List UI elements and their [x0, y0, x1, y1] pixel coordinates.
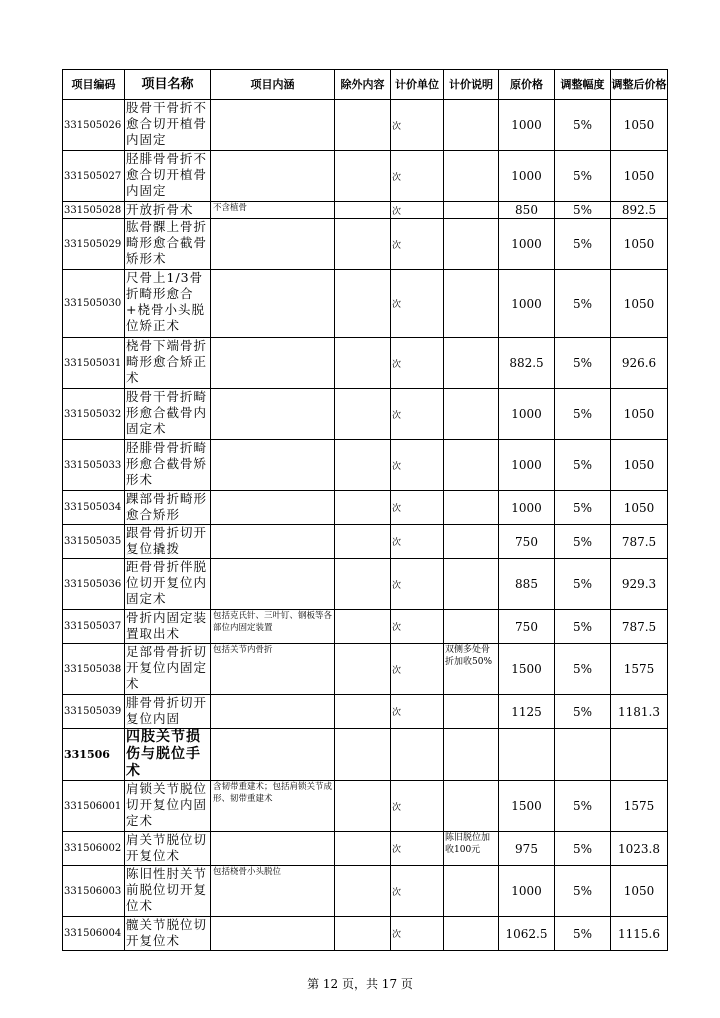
cell-new-price: 1050 [611, 270, 668, 338]
cell-name: 开放折骨术 [125, 202, 211, 219]
table-row [63, 525, 668, 559]
cell-orig-price: 1000 [499, 866, 555, 917]
cell-name: 肩关节脱位切开复位术 [125, 832, 211, 866]
cell-unit: 次 [391, 866, 444, 917]
cell-unit [391, 729, 444, 781]
cell-code: 331505029 [63, 219, 125, 270]
header-orig-price: 原价格 [499, 70, 555, 100]
cell-code: 331505028 [63, 202, 125, 219]
cell-note [444, 781, 499, 832]
cell-inclusion [211, 917, 335, 951]
category-row [63, 729, 668, 781]
cell-new-price: 1050 [611, 151, 668, 202]
cell-exclusion [335, 202, 391, 219]
cell-note [444, 151, 499, 202]
cell-adjust: 5% [555, 525, 611, 559]
cell-inclusion [211, 270, 335, 338]
cell-adjust: 5% [555, 202, 611, 219]
page-footer: 第 12 页，共 17 页 [307, 977, 413, 991]
cell-adjust: 5% [555, 866, 611, 917]
cell-unit: 次 [391, 151, 444, 202]
table-body [63, 100, 668, 951]
cell-adjust: 5% [555, 644, 611, 695]
cell-orig-price: 1500 [499, 644, 555, 695]
cell-exclusion [335, 781, 391, 832]
cell-note [444, 917, 499, 951]
cell-exclusion [335, 832, 391, 866]
cell-note [444, 491, 499, 525]
cell-code: 331505039 [63, 695, 125, 729]
cell-orig-price [499, 729, 555, 781]
cell-exclusion [335, 729, 391, 781]
cell-code: 331505034 [63, 491, 125, 525]
cell-code: 331505032 [63, 389, 125, 440]
cell-inclusion: 不含植骨 [211, 202, 335, 219]
cell-unit: 次 [391, 695, 444, 729]
cell-unit: 次 [391, 917, 444, 951]
header-code: 项目编码 [63, 70, 125, 100]
cell-name: 陈旧性肘关节前脱位切开复位术 [125, 866, 211, 917]
cell-code: 331506002 [63, 832, 125, 866]
cell-unit: 次 [391, 644, 444, 695]
cell-adjust: 5% [555, 610, 611, 644]
cell-note [444, 440, 499, 491]
cell-orig-price: 1000 [499, 389, 555, 440]
table-row [63, 917, 668, 951]
header-name: 项目名称 [125, 70, 211, 100]
cell-unit: 次 [391, 781, 444, 832]
cell-inclusion [211, 440, 335, 491]
table-row [63, 610, 668, 644]
table-row [63, 202, 668, 219]
cell-name: 四肢关节损伤与脱位手术 [125, 729, 211, 781]
cell-inclusion [211, 389, 335, 440]
cell-inclusion: 含韧带重建术；包括肩锁关节成形、韧带重建术 [211, 781, 335, 832]
cell-unit: 次 [391, 440, 444, 491]
cell-note: 双侧多处骨折加收50% [444, 644, 499, 695]
cell-inclusion [211, 695, 335, 729]
cell-name: 胫腓骨骨折畸形愈合截骨矫形术 [125, 440, 211, 491]
cell-exclusion [335, 338, 391, 389]
cell-exclusion [335, 100, 391, 151]
cell-inclusion [211, 100, 335, 151]
table-row [63, 644, 668, 695]
cell-unit: 次 [391, 270, 444, 338]
cell-unit: 次 [391, 491, 444, 525]
cell-note [444, 202, 499, 219]
cell-name: 股骨干骨折不愈合切开植骨内固定 [125, 100, 211, 151]
table-row [63, 100, 668, 151]
cell-new-price: 1023.8 [611, 832, 668, 866]
cell-note [444, 695, 499, 729]
cell-adjust: 5% [555, 832, 611, 866]
cell-code: 331506003 [63, 866, 125, 917]
cell-name: 尺骨上1/3骨折畸形愈合+桡骨小头脱位矫正术 [125, 270, 211, 338]
cell-orig-price: 1125 [499, 695, 555, 729]
header-note: 计价说明 [444, 70, 499, 100]
cell-adjust: 5% [555, 389, 611, 440]
cell-unit: 次 [391, 610, 444, 644]
cell-inclusion [211, 151, 335, 202]
header-unit: 计价单位 [391, 70, 444, 100]
cell-new-price: 1115.6 [611, 917, 668, 951]
cell-note [444, 559, 499, 610]
cell-exclusion [335, 525, 391, 559]
cell-new-price: 1050 [611, 100, 668, 151]
cell-name: 跟骨骨折切开复位撬拨 [125, 525, 211, 559]
cell-new-price: 1050 [611, 491, 668, 525]
cell-orig-price: 1062.5 [499, 917, 555, 951]
cell-note [444, 729, 499, 781]
cell-new-price [611, 729, 668, 781]
cell-new-price: 926.6 [611, 338, 668, 389]
cell-new-price: 1050 [611, 389, 668, 440]
cell-adjust: 5% [555, 270, 611, 338]
header-exclusion: 除外内容 [335, 70, 391, 100]
cell-code: 331506001 [63, 781, 125, 832]
cell-unit: 次 [391, 832, 444, 866]
cell-exclusion [335, 491, 391, 525]
table-row [63, 338, 668, 389]
cell-adjust: 5% [555, 695, 611, 729]
cell-inclusion [211, 729, 335, 781]
cell-exclusion [335, 610, 391, 644]
cell-inclusion: 包括关节内骨折 [211, 644, 335, 695]
cell-code: 331505036 [63, 559, 125, 610]
cell-code: 331506 [63, 729, 125, 781]
cell-name: 距骨骨折伴脱位切开复位内固定术 [125, 559, 211, 610]
header-row [63, 70, 668, 100]
table-row [63, 389, 668, 440]
cell-code: 331505026 [63, 100, 125, 151]
cell-inclusion [211, 491, 335, 525]
cell-exclusion [335, 866, 391, 917]
cell-note [444, 219, 499, 270]
cell-orig-price: 850 [499, 202, 555, 219]
cell-code: 331505031 [63, 338, 125, 389]
cell-orig-price: 1000 [499, 491, 555, 525]
table-row [63, 219, 668, 270]
cell-name: 肱骨髁上骨折畸形愈合截骨矫形术 [125, 219, 211, 270]
cell-new-price: 1050 [611, 440, 668, 491]
cell-inclusion: 包括桡骨小头脱位 [211, 866, 335, 917]
cell-exclusion [335, 440, 391, 491]
cell-name: 髋关节脱位切开复位术 [125, 917, 211, 951]
cell-inclusion [211, 832, 335, 866]
cell-adjust: 5% [555, 491, 611, 525]
cell-exclusion [335, 644, 391, 695]
cell-adjust: 5% [555, 440, 611, 491]
cell-code: 331505033 [63, 440, 125, 491]
table-row [63, 491, 668, 525]
table-row [63, 440, 668, 491]
cell-inclusion: 包括克氏针、三叶钉、钢板等各部位内固定装置 [211, 610, 335, 644]
cell-adjust: 5% [555, 559, 611, 610]
cell-unit: 次 [391, 338, 444, 389]
cell-adjust [555, 729, 611, 781]
cell-orig-price: 750 [499, 525, 555, 559]
cell-unit: 次 [391, 202, 444, 219]
table-row [63, 270, 668, 338]
table-row [63, 781, 668, 832]
cell-inclusion [211, 559, 335, 610]
price-table [62, 69, 668, 951]
header-adjust: 调整幅度 [555, 70, 611, 100]
cell-name: 胫腓骨骨折不愈合切开植骨内固定 [125, 151, 211, 202]
cell-code: 331505027 [63, 151, 125, 202]
cell-unit: 次 [391, 389, 444, 440]
cell-note: 陈旧脱位加收100元 [444, 832, 499, 866]
cell-exclusion [335, 695, 391, 729]
cell-code: 331505038 [63, 644, 125, 695]
header-new-price: 调整后价格 [611, 70, 668, 100]
cell-name: 踝部骨折畸形愈合矫形 [125, 491, 211, 525]
cell-new-price: 1575 [611, 781, 668, 832]
cell-adjust: 5% [555, 151, 611, 202]
cell-adjust: 5% [555, 100, 611, 151]
cell-orig-price: 975 [499, 832, 555, 866]
cell-adjust: 5% [555, 219, 611, 270]
cell-orig-price: 1000 [499, 440, 555, 491]
cell-orig-price: 1000 [499, 270, 555, 338]
cell-orig-price: 882.5 [499, 338, 555, 389]
cell-new-price: 1050 [611, 219, 668, 270]
cell-inclusion [211, 525, 335, 559]
cell-unit: 次 [391, 100, 444, 151]
table-row [63, 695, 668, 729]
cell-name: 腓骨骨折切开复位内固 [125, 695, 211, 729]
cell-code: 331505037 [63, 610, 125, 644]
cell-inclusion [211, 219, 335, 270]
cell-code: 331506004 [63, 917, 125, 951]
cell-note [444, 389, 499, 440]
cell-adjust: 5% [555, 781, 611, 832]
cell-new-price: 1575 [611, 644, 668, 695]
cell-new-price: 787.5 [611, 525, 668, 559]
cell-orig-price: 1000 [499, 219, 555, 270]
cell-adjust: 5% [555, 917, 611, 951]
cell-orig-price: 1000 [499, 100, 555, 151]
cell-orig-price: 885 [499, 559, 555, 610]
cell-name: 股骨干骨折畸形愈合截骨内固定术 [125, 389, 211, 440]
cell-note [444, 610, 499, 644]
cell-code: 331505035 [63, 525, 125, 559]
cell-unit: 次 [391, 559, 444, 610]
cell-new-price: 929.3 [611, 559, 668, 610]
cell-new-price: 1050 [611, 866, 668, 917]
cell-note [444, 270, 499, 338]
cell-new-price: 892.5 [611, 202, 668, 219]
cell-exclusion [335, 389, 391, 440]
table-row [63, 151, 668, 202]
cell-exclusion [335, 917, 391, 951]
cell-exclusion [335, 151, 391, 202]
cell-new-price: 1181.3 [611, 695, 668, 729]
cell-adjust: 5% [555, 338, 611, 389]
cell-orig-price: 750 [499, 610, 555, 644]
cell-code: 331505030 [63, 270, 125, 338]
cell-inclusion [211, 338, 335, 389]
cell-orig-price: 1500 [499, 781, 555, 832]
cell-new-price: 787.5 [611, 610, 668, 644]
cell-exclusion [335, 559, 391, 610]
cell-note [444, 338, 499, 389]
header-inclusion: 项目内涵 [211, 70, 335, 100]
table-row [63, 866, 668, 917]
cell-unit: 次 [391, 219, 444, 270]
cell-orig-price: 1000 [499, 151, 555, 202]
cell-name: 桡骨下端骨折畸形愈合矫正术 [125, 338, 211, 389]
table-row [63, 559, 668, 610]
cell-name: 足部骨骨折切开复位内固定术 [125, 644, 211, 695]
cell-note [444, 525, 499, 559]
cell-note [444, 100, 499, 151]
cell-note [444, 866, 499, 917]
cell-exclusion [335, 219, 391, 270]
table-row [63, 832, 668, 866]
cell-name: 骨折内固定装置取出术 [125, 610, 211, 644]
cell-name: 肩锁关节脱位切开复位内固定术 [125, 781, 211, 832]
cell-unit: 次 [391, 525, 444, 559]
cell-exclusion [335, 270, 391, 338]
